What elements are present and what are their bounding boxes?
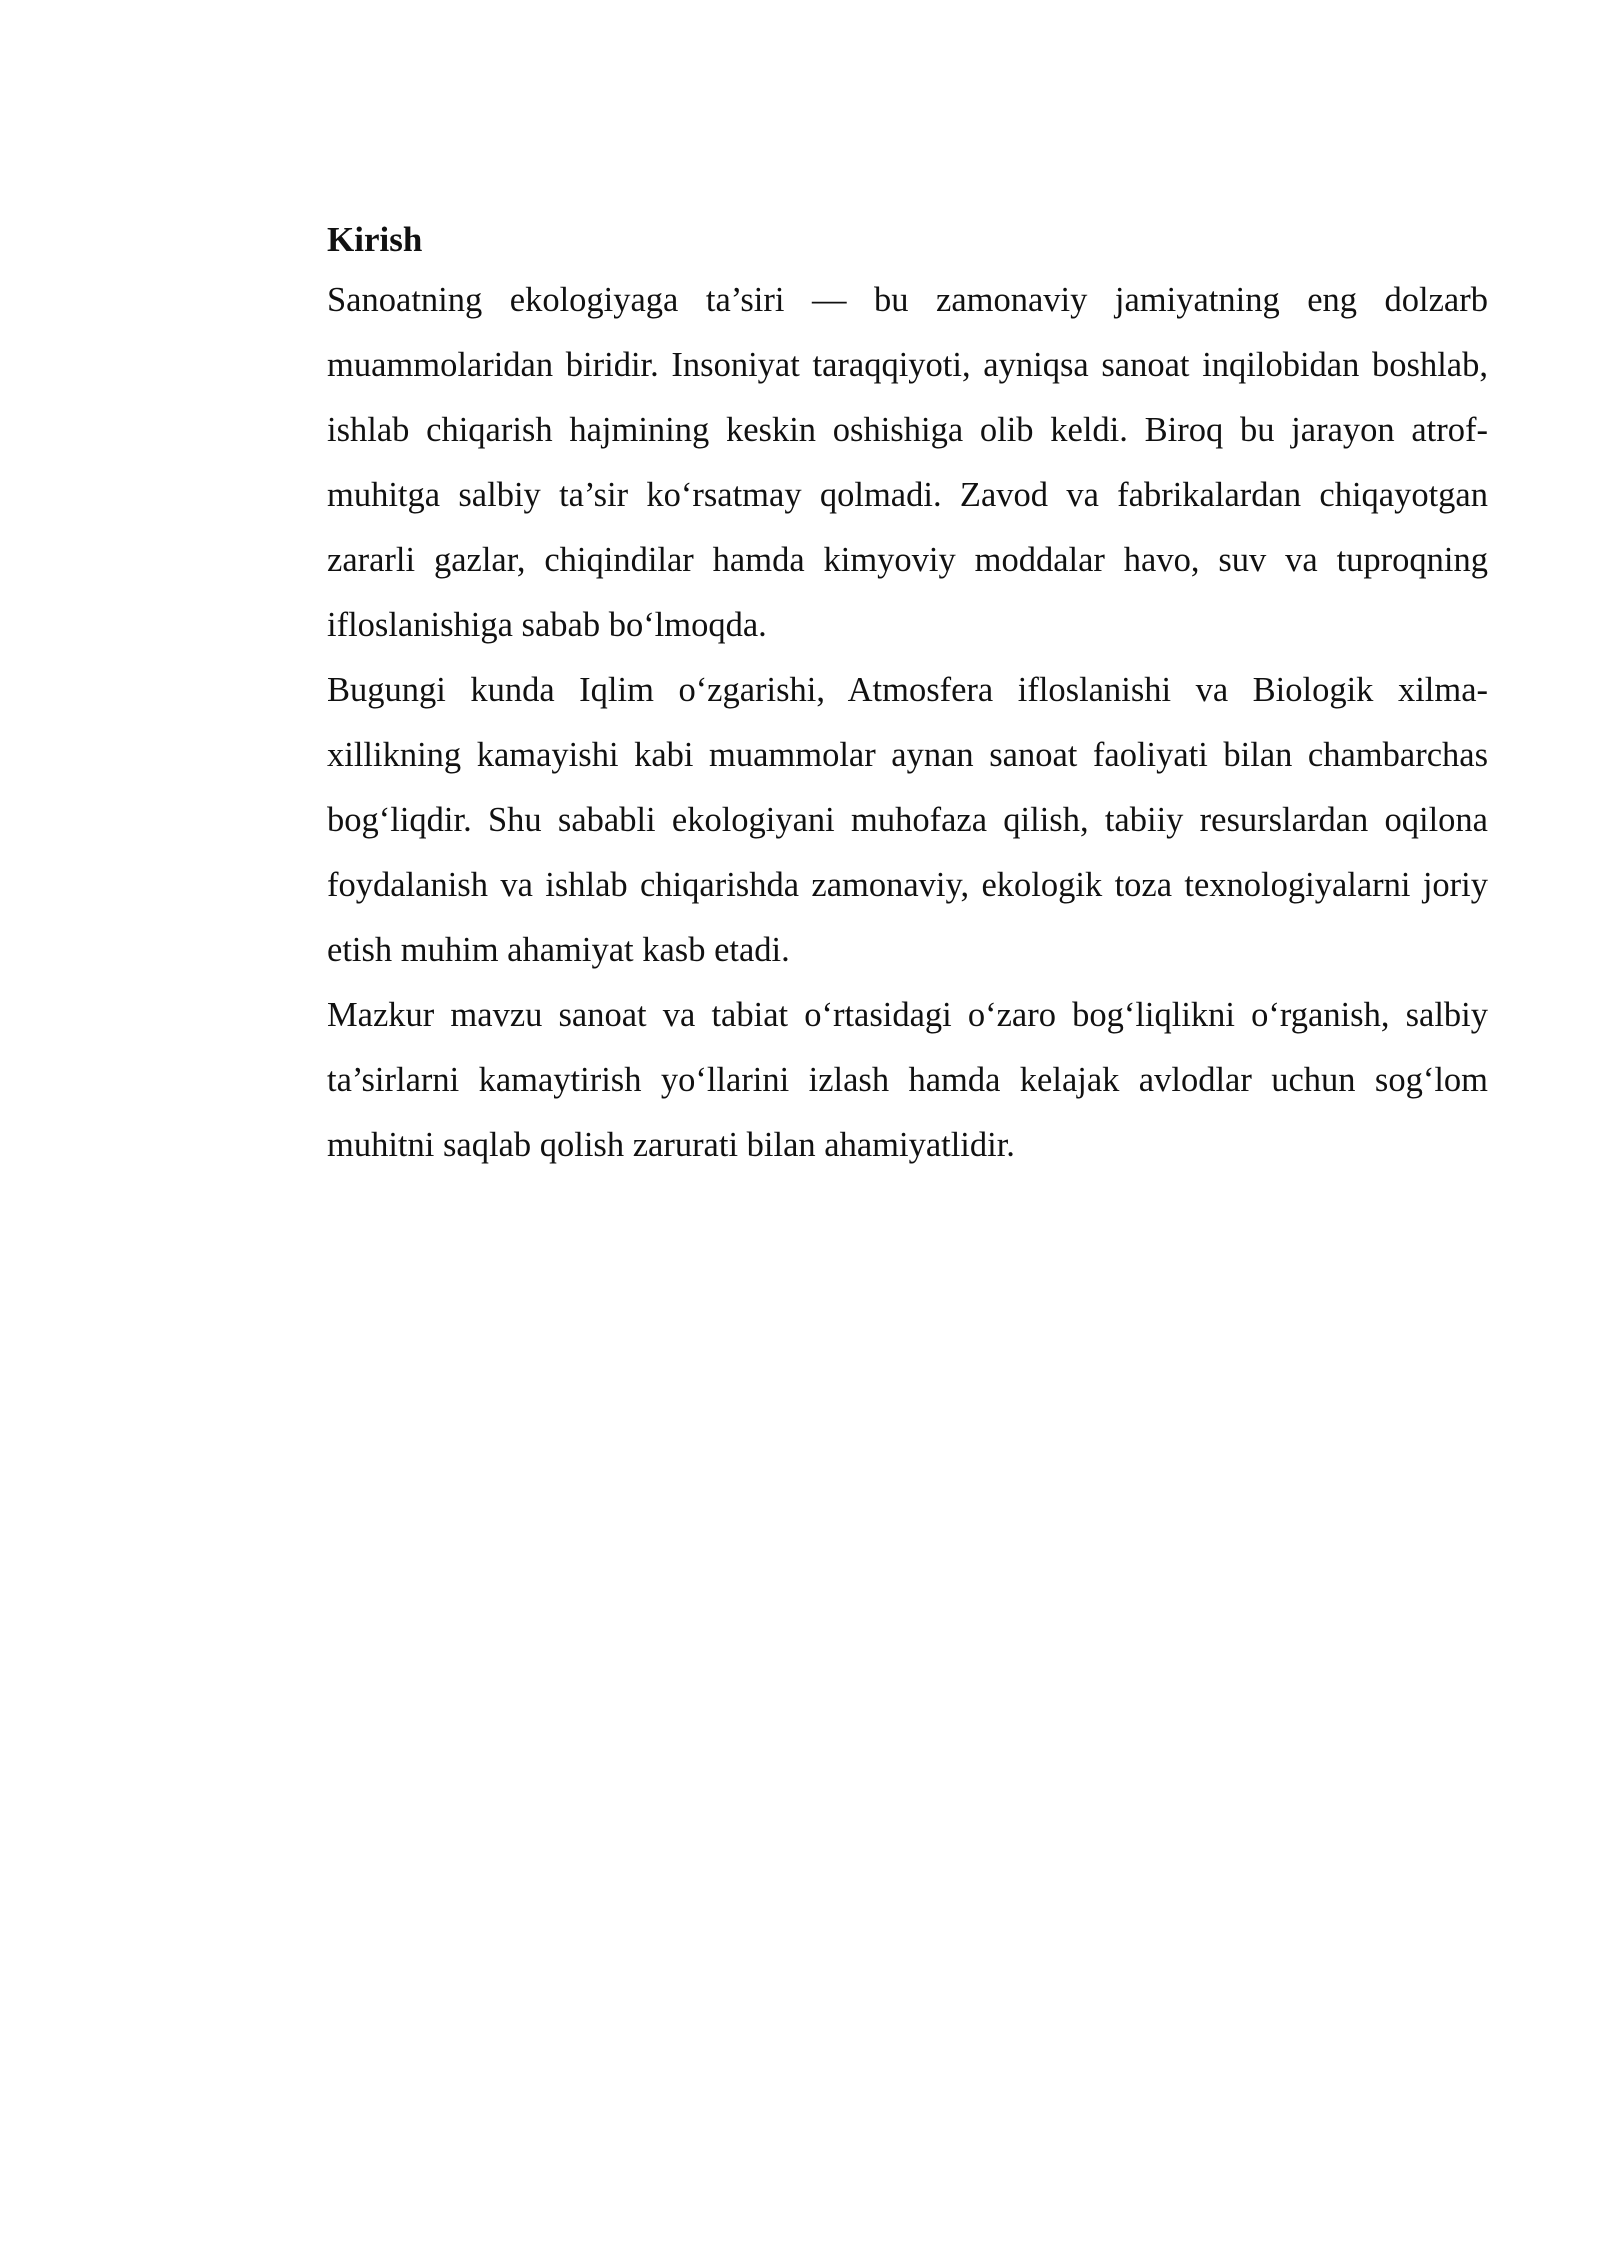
paragraph-1: Sanoatning ekologiyaga ta’siri — bu zamonaviy jamiyatning eng dolzarb muammolaridan biridir. Insoniyat taraqqiyoti, ayniqsa sanoat inqilobidan boshlab, ishlab chiqarish hajmining keskin oshishiga olib keldi. Biroq bu jarayon atrof-muhitga salbiy ta’sir ko‘rsatmay qolmadi. Zavod va fabrikalardan chiqayotgan zararli gazlar, chiqindilar hamda kimyoviy moddalar havo, suv va tuproqning ifloslanishiga sabab bo‘lmoqda. [327,281,1488,644]
section-heading: Kirish [327,220,423,259]
paragraph-2: Bugungi kunda Iqlim o‘zgarishi, Atmosfera ifloslanishi va Biologik xilma-xillikning kamayishi kabi muammolar aynan sanoat faoliyati bilan chambarchas bog‘liqdir. Shu sababli ekologiyani muhofaza qilish, tabiiy resurslardan oqilona foydalanish va ishlab chiqarishda zamonaviy, ekologik toza texnologiyalarni joriy etish muhim ahamiyat kasb etadi. [327,671,1488,969]
paragraph-3: Mazkur mavzu sanoat va tabiat o‘rtasidagi o‘zaro bog‘liqlikni o‘rganish, salbiy ta’sirlarni kamaytirish yo‘llarini izlash hamda kelajak avlodlar uchun sog‘lom muhitni saqlab qolish zarurati bilan ahamiyatlidir. [327,996,1488,1164]
document-body [327,212,1488,1178]
